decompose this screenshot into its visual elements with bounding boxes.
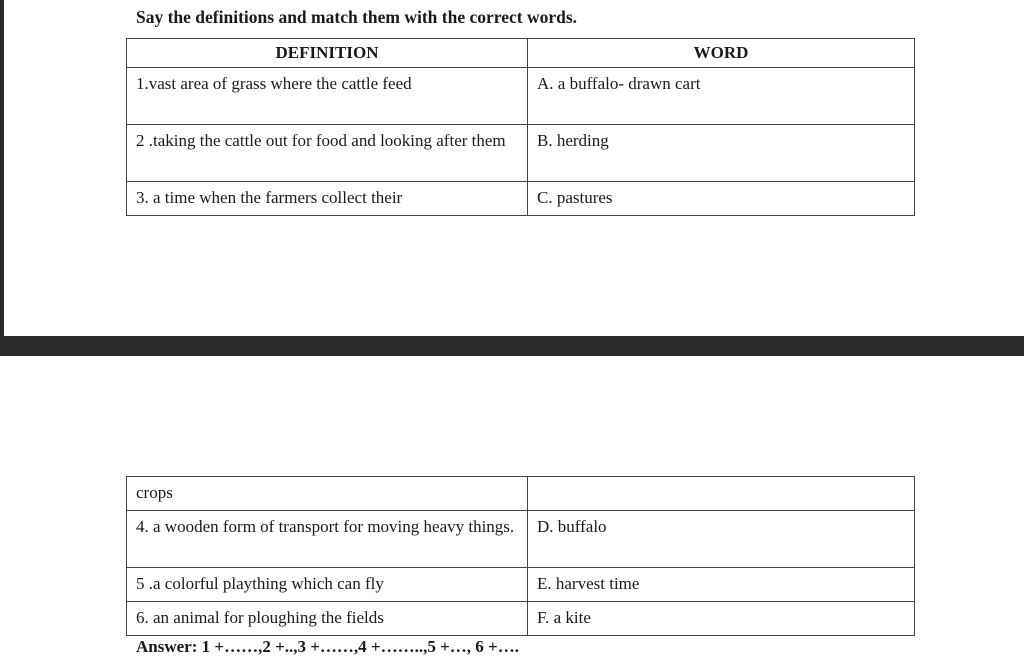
definition-cell: 5 .a colorful plaything which can fly	[127, 568, 528, 602]
header-word: WORD	[528, 39, 915, 68]
table-header-row	[127, 39, 915, 68]
table-row	[127, 511, 915, 568]
word-cell: E. harvest time	[528, 568, 915, 602]
table-row	[127, 68, 915, 125]
definition-cell: 1.vast area of grass where the cattle feed	[127, 68, 528, 125]
table-row	[127, 182, 915, 216]
matching-table-bottom	[126, 476, 915, 636]
page-break-gap	[0, 336, 1024, 356]
definition-cell: 6. an animal for ploughing the fields	[127, 602, 528, 636]
matching-table-top	[126, 38, 915, 216]
word-cell: A. a buffalo- drawn cart	[528, 68, 915, 125]
word-cell: B. herding	[528, 125, 915, 182]
instruction-heading: Say the definitions and match them with the correct words.	[136, 7, 578, 27]
word-cell	[528, 477, 915, 511]
definition-cell: 4. a wooden form of transport for moving heavy things.	[127, 511, 528, 568]
document-page-bottom	[0, 356, 1024, 670]
header-definition: DEFINITION	[127, 39, 528, 68]
definition-cell: crops	[127, 477, 528, 511]
table-row	[127, 125, 915, 182]
definition-cell: 3. a time when the farmers collect their	[127, 182, 528, 216]
word-cell: C. pastures	[528, 182, 915, 216]
table-row	[127, 602, 915, 636]
viewer-edge	[0, 0, 4, 336]
definition-cell: 2 .taking the cattle out for food and looking after them	[127, 125, 528, 182]
answer-line: Answer: 1 +……,2 +..,3 +……,4 +……..,5 +…, 6 +….	[136, 637, 519, 656]
table-row	[127, 477, 915, 511]
word-cell: F. a kite	[528, 602, 915, 636]
word-cell: D. buffalo	[528, 511, 915, 568]
table-row	[127, 568, 915, 602]
